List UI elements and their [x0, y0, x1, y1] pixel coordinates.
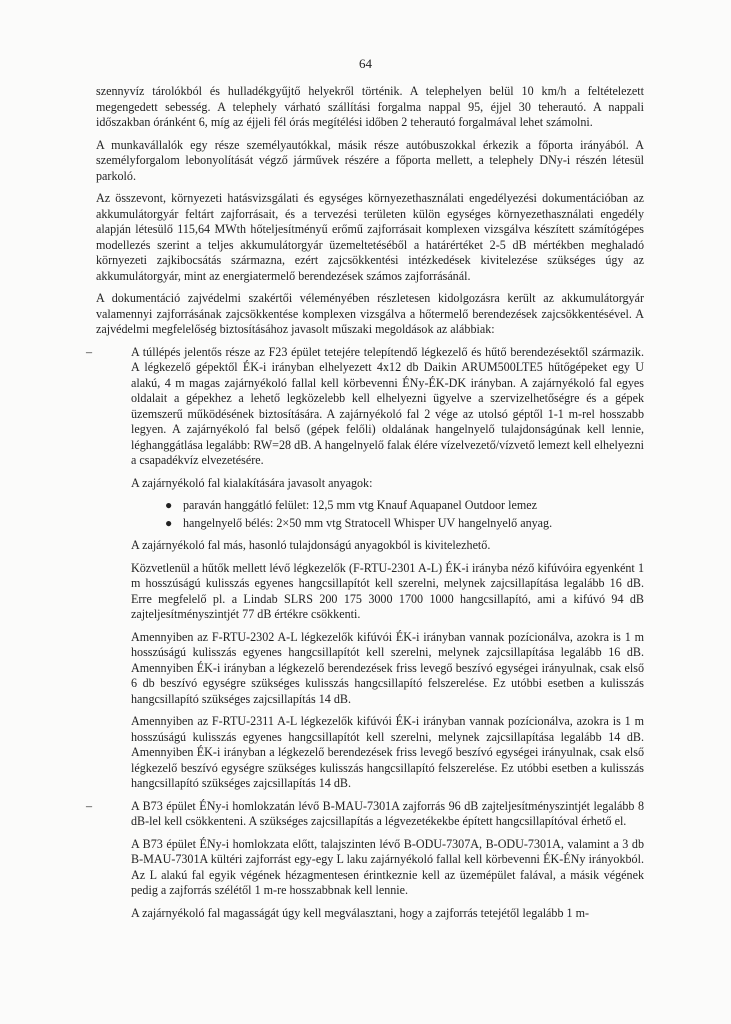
paragraph-intro-measures: A dokumentáció zajvédelmi szakértői véleményében részletesen kidolgozásra került az akkumulátorgyár valamennyi zajforrásának zajcsökkentése komplexen vizsgálva a hőtermelő berendezések zajcsökkentésével. A zajvédelmi megfelelőség biztosításához javasolt műszaki megoldások az alábbiak:	[96, 291, 644, 336]
material-text: hangelnyelő bélés: 2×50 mm vtg Stratocell Whisper UV hangelnyelő anyag.	[183, 515, 553, 530]
list-item	[165, 498, 644, 514]
b73-l-wall-text: A B73 épület ÉNy-i homlokzata előtt, talajszinten lévő B-ODU-7307A, B-ODU-7301A, valamint a 3 db B-MAU-7301A kültéri zajforrást egy-egy L laku zajárnyékoló fallal kell körbevenni ÉK-ÉNy irányokból. Az L alakú fal egyik végének hézagmentesen érintkeznie kell az üzemépület falával, a másik végének pedig a zajforrás szélétől 1 m-re hosszabbnak kell lennie.	[131, 836, 644, 897]
list-item-f23	[86, 344, 644, 792]
list-item	[165, 515, 644, 532]
rtu-2302-text: Amennyiben az F-RTU-2302 A-L légkezelők kifúvói ÉK-i irányban vannak pozícionálva, azokra is 1 m hosszúságú kulisszás egyenes hangcsillapítót kell szerelni, melynek zajcsillapítása legalább 16 dB. Amennyiben ÉK-i irányban a légkezelő berendezések friss levegő beszívó egységei irányulnak, csak első 6 db beszívó egységre szükséges kulisszás hangcsillapító felszerelése. Ez utóbbi esetben a kulisszás hangcsillapító szükséges zajcsillapítás 14 dB.	[131, 629, 644, 706]
rtu-2311-text: Amennyiben az F-RTU-2311 A-L légkezelők kifúvói ÉK-i irányban vannak pozícionálva, azokra is 1 m hosszúságú kulisszás egyenes hangcsillapítót kell szerelni, melynek zajcsillapítása legalább 14 dB. Amennyiben ÉK-i irányban a légkezelő berendezések friss levegő beszívó egységei irányulnak, csak első légkezelő beszívó egységre szükséges kulisszás hangcsillapító felszerelése. Ez utóbbi esetben a kulisszás hangcsillapító szükséges zajcsillapítás 14 dB.	[131, 714, 644, 790]
list-item-b73	[86, 798, 644, 922]
bullet-icon: ●	[165, 498, 173, 512]
paragraph-traffic: szennyvíz tárolókból és hulladékgyűjtő helyekről történik. A telephelyen belül 10 km/h a feltételezett megengedett sebesség. A telephely várható szállítási forgalma nappal 95, éjjel 30 teherautó. A nappali időszakban óránként 6, míg az éjjeli fél órás megítélési időben 2 teherautó forgalmával lehet számolni.	[96, 84, 644, 129]
material-text: paraván hanggátló felület: 12,5 mm vtg Knauf Aquapanel Outdoor lemez	[183, 498, 537, 512]
bullet-icon: ●	[165, 515, 173, 530]
list-dash: –	[86, 344, 93, 359]
list-dash: –	[86, 798, 93, 813]
document-body	[86, 84, 644, 928]
paragraph-summary: Az összevont, környezeti hatásvizsgálati és egységes környezethasználati engedélyezési dokumentációban az akkumulátorgyár feltárt zajforrásait, és a tervezési területen külön egységes környezethasználati engedély alapján létesülő 115,64 MWth hőteljesítményű erőmű zajforrásait komplexen vizsgálva készített számítógépes modellezés szerint a teljes akkumulátorgyár üzemeltetéséből a határértéket 2-5 dB mértékben meghaladó környezeti zajkibocsátás származna, ezért zajcsökkentési intézkedések kivitelezése szükséges úgy az akkumulátorgyár, mint az energiatermelő berendezések számos zajforrásánál.	[96, 191, 644, 283]
b73-wall-height-text: A zajárnyékoló fal magasságát úgy kell megválasztani, hogy a zajforrás tetejétől legalább 1 m-	[131, 905, 590, 920]
materials-list	[131, 498, 644, 531]
b73-mau-text: A B73 épület ÉNy-i homlokzatán lévő B-MAU-7301A zajforrás 96 dB zajteljesítményszintjét legalább 8 dB-lel kell csökkenteni. A szükséges zajcsillapítás a légvezetékekbe épített hangcsillapítóval érhető el.	[131, 798, 644, 828]
alternative-materials-text: A zajárnyékoló fal más, hasonló tulajdonságú anyagokból is kivitelezhető.	[131, 538, 491, 552]
page-number: 64	[359, 56, 372, 71]
paragraph-employees: A munkavállalók egy része személyautókkal, másik része autóbuszokkal érkezik a főporta irányából. A személyforgalom lebonyolítását végző járművek részére a főporta mellett, a telephely DNy-i részén létesül parkoló.	[96, 137, 644, 183]
rtu-2301-text: Közvetlenül a hűtők mellett lévő légkezelők (F-RTU-2301 A-L) ÉK-i irányba néző kifúvóira egyenként 1 m hosszúságú kulisszás egyenes hangcsillapítót kell szerelni, melynek zajcsillapítása legalább 16 dB. Erre megfelelő pl. a Lindab SLRS 200 175 3000 1700 1000 hangcsillapító, ami a kifúvó 94 dB zajteljesítményszintjét 77 dB értékre csökkenti.	[131, 560, 644, 621]
materials-intro: A zajárnyékoló fal kialakítására javasolt anyagok:	[131, 475, 373, 490]
f23-noise-wall-text: A túllépés jelentős része az F23 épület tetejére telepítendő légkezelő és hűtő berendezésektől származik. A légkezelő gépektől ÉK-i irányban elhelyezett 4x12 db Daikin ARUM500LTE5 hűtőgépeket egy U alakú, 4 m magas zajárnyékoló fallal kell körbevenni ÉNy-ÉK-DK irányban. A zajárnyékoló fal egyes oldalait a gépekhez a lehető legközelebb kell elhelyezni ügyelve a szervizelhetőségre és a gépek üzemszerű működésének biztosítására. A zajárnyékoló fal 2 vége az utolsó géptől 1-1 m-rel hosszabb legyen. A zajárnyékoló fal belső (gépek felőli) oldalának hangelnyelő tulajdonságúnak kell lennie, léghanggátlása legalább: RW=28 dB. A hangelnyelő falak élére vízelvezető/vízvető lemezt kell elhelyezni a csapadékvíz elvezetésére.	[131, 344, 644, 467]
